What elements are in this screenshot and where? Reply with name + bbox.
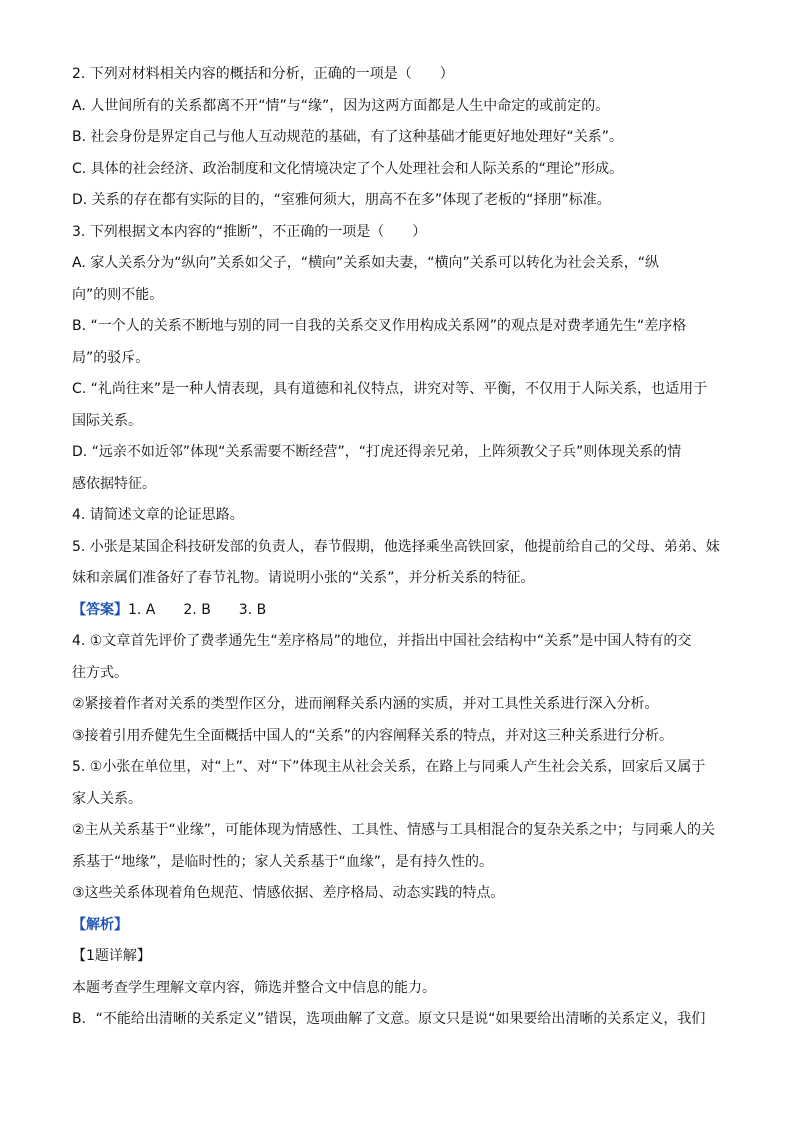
- question-3-option-d-line2: 感依据特征。: [72, 475, 156, 492]
- question-2-stem: 2. 下列对材料相关内容的概括和分析，正确的一项是（ ）: [72, 66, 454, 82]
- answer-5-line2: 家人关系。: [72, 790, 142, 807]
- answer-5-line3: ②主从关系基于“业缘”，可能体现为情感性、工具性、情感与工具相混合的复杂关系之中；与同乘人的关: [72, 822, 716, 838]
- answer-5-line5: ③这些关系体现着角色规范、情感依据、差序格局、动态实践的特点。: [72, 885, 505, 901]
- answer-choices: 1. A 2. B 3. B: [128, 601, 267, 618]
- answer-4-line3: ②紧接着作者对关系的类型作区分，进而阐释关系内涵的实质，并对工具性关系进行深入分析。: [72, 696, 659, 712]
- question-3-option-c-line2: 国际关系。: [72, 412, 142, 429]
- question-3-option-a-line1: A. 家人关系分为“纵向”关系如父子，“横向”关系如夫妻，“横向”关系可以转化为社会关系，“纵: [72, 255, 659, 271]
- question-3-stem: 3. 下列根据文本内容的“推断”，不正确的一项是（ ）: [72, 223, 427, 240]
- question-2-option-c: C. 具体的社会经济、政治制度和文化情境决定了个人处理社会和人际关系的“理论”形成。: [72, 160, 624, 177]
- answer-line: [72, 600, 722, 620]
- question-5-line2: 妹和亲属们准备好了春节礼物。请说明小张的“关系”，并分析关系的特征。: [72, 570, 535, 586]
- question-3-option-a-line2: 向”的则不能。: [72, 286, 164, 303]
- analysis-q1-heading: 【1题详解】: [72, 948, 151, 964]
- answer-tag: 【答案】: [72, 601, 128, 618]
- question-2-option-b: B. 社会身份是界定自己与他人互动规范的基础，有了这种基础才能更好地处理好“关系”。: [72, 129, 624, 145]
- question-2-option-a: A. 人世间所有的关系都离不开“情”与“缘”，因为这两方面都是人生中命定的或前定的。: [72, 97, 610, 114]
- question-2-option-d: D. 关系的存在都有实际的目的，“室雅何须大，朋高不在多”体现了老板的“择朋”标准。: [72, 192, 611, 208]
- answer-4-line2: 往方式。: [72, 664, 128, 681]
- question-3-option-b-line2: 局”的驳斥。: [72, 349, 150, 366]
- question-5-line1: 5. 小张是某国企科技研发部的负责人，春节假期，他选择乘坐高铁回家，他提前给自己的父母、弟弟、妹: [72, 538, 720, 555]
- analysis-tag: 【解析】: [72, 916, 128, 933]
- answer-4-line1: 4. ①文章首先评价了费孝通先生“差序格局”的地位，并指出中国社会结构中“关系”是中国人特有的交: [72, 633, 692, 649]
- question-3-option-c-line1: C. “礼尚往来”是一种人情表现，具有道德和礼仪特点，讲究对等、平衡，不仅用于人际关系，也适用于: [72, 381, 708, 397]
- question-3-option-d-line1: D. “远亲不如近邻”体现“关系需要不断经营”，“打虎还得亲兄弟，上阵须教父子兵”则体现关系的情: [72, 444, 682, 460]
- question-3-option-b-line1: B. “一个人的关系不断地与别的同一自我的关系交叉作用构成关系网”的观点是对费孝通先生“差序格: [72, 318, 687, 334]
- answer-5-line4: 系基于“地缘”，是临时性的；家人关系基于“血缘”，是有持久性的。: [72, 853, 494, 870]
- analysis-q1-option-b: B．“不能给出清晰的关系定义”错误，选项曲解了文意。原文只是说“如果要给出清晰的关系定义，我们: [72, 1011, 706, 1027]
- document-body: [72, 64, 722, 1029]
- analysis-tag-line: [72, 915, 722, 935]
- answer-4-line4: ③接着引用乔健先生全面概括中国人的“关系”的内容阐释关系的特点，并对这三种关系进行分析。: [72, 727, 674, 744]
- answer-5-line1: 5. ①小张在单位里，对“上”、对“下”体现主从社会关系，在路上与同乘人产生社会关系，回家后又属于: [72, 759, 706, 775]
- question-4: 4. 请简述文章的论证思路。: [72, 507, 244, 523]
- analysis-q1-intro: 本题考查学生理解文章内容，筛选并整合文中信息的能力。: [72, 979, 436, 996]
